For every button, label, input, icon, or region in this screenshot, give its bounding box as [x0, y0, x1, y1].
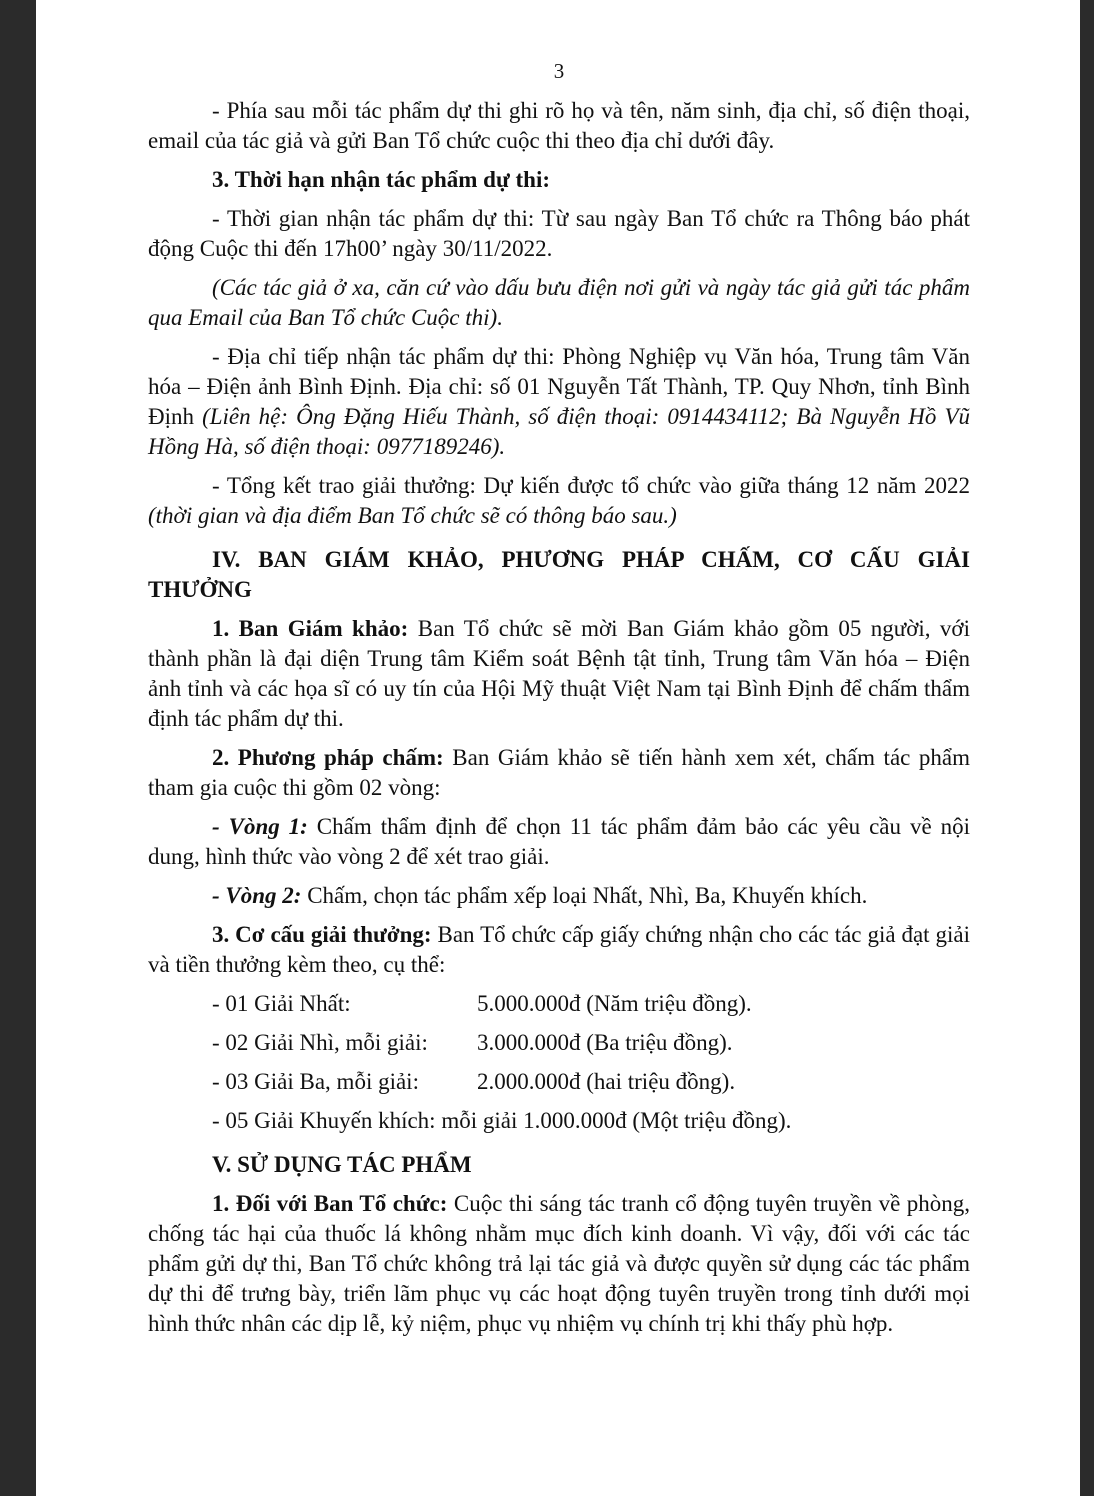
paragraph-round-2	[148, 881, 970, 911]
round-1-label: - Vòng 1:	[212, 814, 308, 839]
viewer-frame-right	[1080, 0, 1094, 1496]
prize-structure-label: 3. Cơ cấu giải thưởng:	[212, 922, 432, 947]
document-page	[36, 0, 1080, 1496]
paragraph-round-1	[148, 812, 970, 872]
viewer-frame-left	[0, 0, 36, 1496]
address-text: - Địa chỉ tiếp nhận tác phẩm dự thi: Phòng Nghiệp vụ Văn hóa, Trung tâm Văn hóa – Điện ảnh Bình Định. Địa chỉ: số 01 Nguyễn Tất Thành, TP. Quy Nhơn, tỉnh Bình Định	[148, 344, 970, 429]
prize-row-third	[212, 1067, 970, 1097]
jury-text: Ban Tổ chức sẽ mời Ban Giám khảo gồm 05 người, với thành phần là đại diện Trung tâm Kiểm soát Bệnh tật tỉnh, Trung tâm Văn hóa – Điện ảnh tỉnh và các họa sĩ có uy tín của Hội Mỹ thuật Việt Nam tại Bình Định để chấm thẩm định tác phẩm dự thi.	[148, 616, 970, 731]
jury-label: 1. Ban Giám khảo:	[212, 616, 409, 641]
organizer-use-label: 1. Đối với Ban Tổ chức:	[212, 1191, 448, 1216]
paragraph-remote-note: (Các tác giả ở xa, căn cứ vào dấu bưu điện nơi gửi và ngày tác giả gửi tác phẩm qua Email của Ban Tổ chức Cuộc thi).	[148, 275, 970, 330]
paragraph-submission-info: - Phía sau mỗi tác phẩm dự thi ghi rõ họ và tên, năm sinh, địa chỉ, số điện thoại, email của tác giả và gửi Ban Tổ chức cuộc thi theo địa chỉ dưới đây.	[148, 98, 970, 153]
method-label: 2. Phương pháp chấm:	[212, 745, 444, 770]
prize-encouragement-text: - 05 Giải Khuyến khích: mỗi giải 1.000.000đ (Một triệu đồng).	[212, 1108, 792, 1133]
paragraph-jury	[148, 614, 970, 734]
round-2-label: - Vòng 2:	[212, 883, 302, 908]
prize-label: - 02 Giải Nhì, mỗi giải:	[212, 1030, 428, 1055]
prize-value: 3.000.000đ (Ba triệu đồng).	[477, 1030, 733, 1055]
page-content	[148, 56, 970, 1348]
paragraph-prize-structure	[148, 920, 970, 980]
prize-value: 5.000.000đ (Năm triệu đồng).	[477, 991, 752, 1016]
section-heading-iv: IV. BAN GIÁM KHẢO, PHƯƠNG PHÁP CHẤM, CƠ CẤU GIẢI THƯỞNG	[148, 547, 970, 602]
award-summary-note: (thời gian và địa điểm Ban Tổ chức sẽ có thông báo sau.)	[148, 503, 677, 528]
paragraph-deadline: - Thời gian nhận tác phẩm dự thi: Từ sau ngày Ban Tổ chức ra Thông báo phát động Cuộc thi đến 17h00’ ngày 30/11/2022.	[148, 206, 970, 261]
round-1-text: Chấm thẩm định để chọn 11 tác phẩm đảm bảo các yêu cầu về nội dung, hình thức vào vòng 2 để xét trao giải.	[148, 814, 971, 869]
heading-deadline: 3. Thời hạn nhận tác phẩm dự thi:	[212, 167, 551, 192]
paragraph-organizer-use	[148, 1189, 970, 1339]
prize-row-encouragement	[212, 1106, 970, 1136]
prize-label: - 03 Giải Ba, mỗi giải:	[212, 1069, 419, 1094]
round-2-text: Chấm, chọn tác phẩm xếp loại Nhất, Nhì, Ba, Khuyến khích.	[301, 883, 868, 908]
section-heading-v: V. SỬ DỤNG TÁC PHẨM	[212, 1152, 472, 1177]
prize-value: 2.000.000đ (hai triệu đồng).	[477, 1069, 736, 1094]
page-number: 3	[553, 59, 565, 83]
method-text: Ban Giám khảo sẽ tiến hành xem xét, chấm tác phẩm tham gia cuộc thi gồm 02 vòng:	[148, 745, 971, 800]
contact-text: (Liên hệ: Ông Đặng Hiếu Thành, số điện thoại: 0914434112; Bà Nguyễn Hồ Vũ Hồng Hà, số điện thoại: 0977189246).	[148, 404, 971, 459]
paragraph-award-summary	[148, 471, 970, 531]
prize-row-second	[212, 1028, 970, 1058]
prize-structure-text: Ban Tổ chức cấp giấy chứng nhận cho các tác giả đạt giải và tiền thưởng kèm theo, cụ thể:	[148, 922, 970, 977]
organizer-use-text: Cuộc thi sáng tác tranh cổ động tuyên truyền về phòng, chống tác hại của thuốc lá không nhằm mục đích kinh doanh. Vì vậy, đối với các tác phẩm gửi dự thi, Ban Tổ chức không trả lại tác giả và được quyền sử dụng các tác phẩm dự thi để trưng bày, triển lãm phục vụ các hoạt động tuyên truyền trong tỉnh dưới mọi hình thức nhân các dịp lễ, kỷ niệm, phục vụ nhiệm vụ chính trị khi thấy phù hợp.	[148, 1191, 970, 1336]
award-summary-text: - Tổng kết trao giải thưởng: Dự kiến được tổ chức vào giữa tháng 12 năm 2022	[212, 473, 970, 498]
paragraph-method	[148, 743, 970, 803]
prize-row-first	[212, 989, 970, 1019]
paragraph-address	[148, 342, 970, 462]
prize-label: - 01 Giải Nhất:	[212, 991, 351, 1016]
